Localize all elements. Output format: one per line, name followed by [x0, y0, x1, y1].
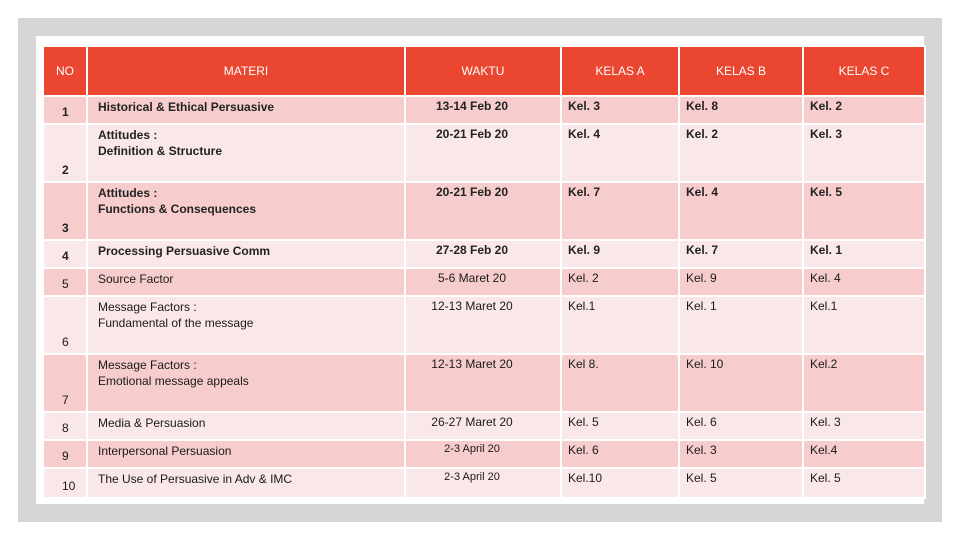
- row-materi: [87, 440, 405, 468]
- materi-line: Attitudes :: [98, 128, 158, 142]
- row-kelas-b: Kel. 8: [679, 96, 803, 124]
- table-row: [43, 354, 925, 412]
- row-number: 8: [43, 412, 87, 440]
- row-number: 5: [43, 268, 87, 296]
- row-kelas-a: Kel.10: [561, 468, 679, 498]
- materi-line: Attitudes :: [98, 186, 158, 200]
- row-waktu: 13-14 Feb 20: [405, 96, 561, 124]
- row-kelas-b: Kel. 9: [679, 268, 803, 296]
- materi-line: Media & Persuasion: [98, 416, 206, 430]
- table-row: [43, 440, 925, 468]
- row-materi: [87, 96, 405, 124]
- materi-line: Processing Persuasive Comm: [98, 244, 271, 258]
- header-waktu: WAKTU: [405, 46, 561, 96]
- row-number: 6: [43, 296, 87, 354]
- table-row: [43, 468, 925, 498]
- materi-line: Message Factors :: [98, 300, 197, 314]
- row-kelas-c: Kel. 5: [803, 182, 925, 240]
- row-kelas-b: Kel. 6: [679, 412, 803, 440]
- table-row: [43, 124, 925, 182]
- row-number: 9: [43, 440, 87, 468]
- row-kelas-b: Kel. 5: [679, 468, 803, 498]
- row-kelas-c: Kel.2: [803, 354, 925, 412]
- row-kelas-c: Kel.4: [803, 440, 925, 468]
- row-waktu: 2-3 April 20: [405, 440, 561, 468]
- row-kelas-a: Kel.1: [561, 296, 679, 354]
- header-kelas-a: KELAS A: [561, 46, 679, 96]
- schedule-table: [42, 45, 926, 499]
- materi-line: Historical & Ethical Persuasive: [98, 100, 275, 114]
- table-row: [43, 268, 925, 296]
- row-kelas-b: Kel. 2: [679, 124, 803, 182]
- header-kelas-c: KELAS C: [803, 46, 925, 96]
- table-row: [43, 296, 925, 354]
- row-materi: [87, 412, 405, 440]
- row-kelas-c: Kel. 3: [803, 412, 925, 440]
- row-kelas-c: Kel.1: [803, 296, 925, 354]
- row-waktu: 26-27 Maret 20: [405, 412, 561, 440]
- header-no: NO: [43, 46, 87, 96]
- row-kelas-c: Kel. 2: [803, 96, 925, 124]
- row-kelas-a: Kel. 5: [561, 412, 679, 440]
- row-kelas-a: Kel. 9: [561, 240, 679, 268]
- row-waktu: 20-21 Feb 20: [405, 182, 561, 240]
- row-waktu: 12-13 Maret 20: [405, 296, 561, 354]
- row-number: 7: [43, 354, 87, 412]
- row-materi: [87, 124, 405, 182]
- row-kelas-b: Kel. 1: [679, 296, 803, 354]
- row-kelas-c: Kel. 3: [803, 124, 925, 182]
- row-materi: [87, 240, 405, 268]
- row-number: 4: [43, 240, 87, 268]
- row-number: 2: [43, 124, 87, 182]
- row-kelas-a: Kel. 6: [561, 440, 679, 468]
- header-kelas-b: KELAS B: [679, 46, 803, 96]
- materi-line: The Use of Persuasive in Adv & IMC: [98, 472, 293, 486]
- materi-line: Fundamental of the message: [98, 316, 254, 330]
- row-kelas-c: Kel. 5: [803, 468, 925, 498]
- row-kelas-b: Kel. 3: [679, 440, 803, 468]
- row-kelas-a: Kel 8.: [561, 354, 679, 412]
- row-materi: [87, 182, 405, 240]
- row-waktu: 2-3 April 20: [405, 468, 561, 498]
- row-kelas-c: Kel. 1: [803, 240, 925, 268]
- row-kelas-b: Kel. 7: [679, 240, 803, 268]
- materi-line: Functions & Consequences: [98, 202, 257, 216]
- materi-line: Message Factors :: [98, 358, 197, 372]
- row-waktu: 20-21 Feb 20: [405, 124, 561, 182]
- row-kelas-a: Kel. 4: [561, 124, 679, 182]
- materi-line: Emotional message appeals: [98, 374, 249, 388]
- row-kelas-c: Kel. 4: [803, 268, 925, 296]
- materi-line: Definition & Structure: [98, 144, 223, 158]
- row-waktu: 5-6 Maret 20: [405, 268, 561, 296]
- row-materi: [87, 468, 405, 498]
- row-number: 10: [43, 468, 87, 498]
- row-number: 3: [43, 182, 87, 240]
- row-kelas-a: Kel. 2: [561, 268, 679, 296]
- table-row: [43, 96, 925, 124]
- row-materi: [87, 268, 405, 296]
- table-row: [43, 412, 925, 440]
- header-row: [43, 46, 925, 96]
- row-waktu: 27-28 Feb 20: [405, 240, 561, 268]
- row-kelas-b: Kel. 10: [679, 354, 803, 412]
- table-row: [43, 182, 925, 240]
- row-materi: [87, 296, 405, 354]
- row-materi: [87, 354, 405, 412]
- materi-line: Interpersonal Persuasion: [98, 444, 232, 458]
- row-number: 1: [43, 96, 87, 124]
- materi-line: Source Factor: [98, 272, 174, 286]
- row-kelas-a: Kel. 3: [561, 96, 679, 124]
- row-kelas-a: Kel. 7: [561, 182, 679, 240]
- row-waktu: 12-13 Maret 20: [405, 354, 561, 412]
- row-kelas-b: Kel. 4: [679, 182, 803, 240]
- header-materi: MATERI: [87, 46, 405, 96]
- table-row: [43, 240, 925, 268]
